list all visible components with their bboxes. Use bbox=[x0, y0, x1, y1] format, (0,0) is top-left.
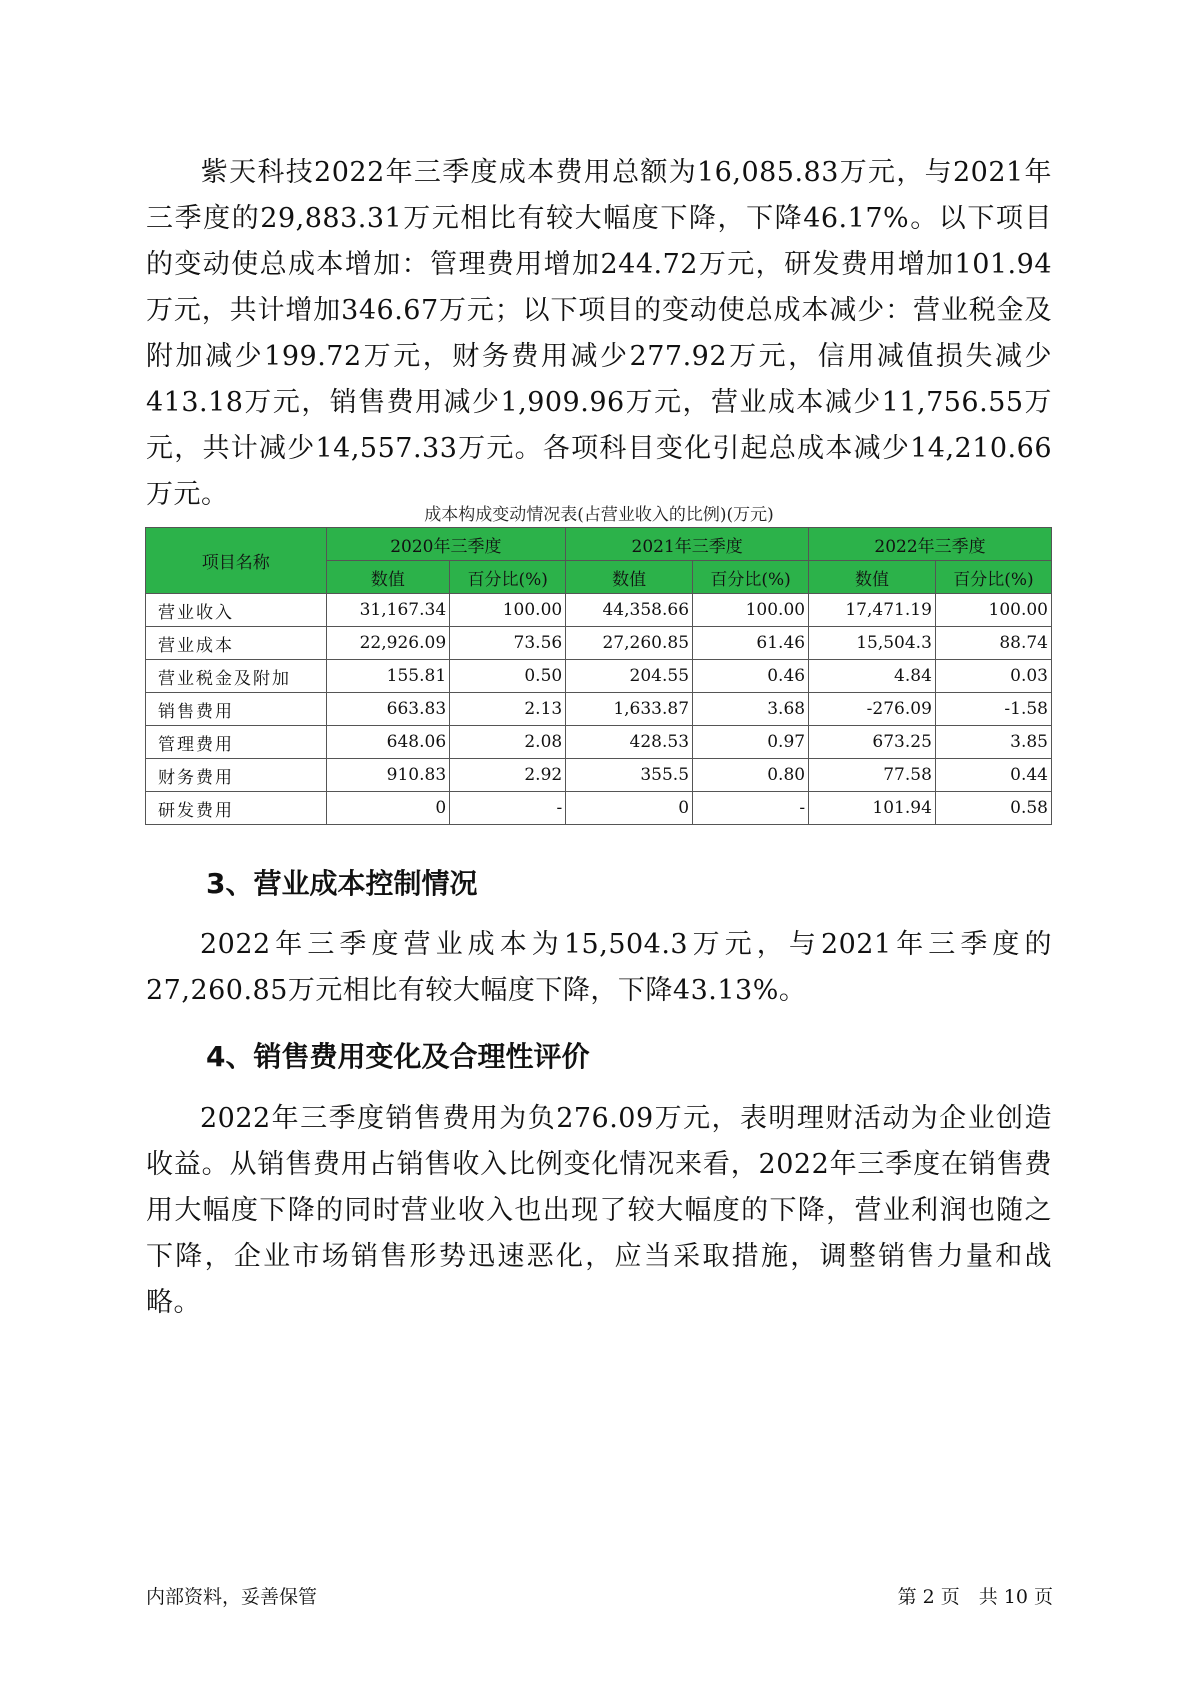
row-item-name: 营业收入 bbox=[146, 594, 327, 627]
table-row bbox=[146, 594, 1052, 627]
cell-percent: 0.58 bbox=[935, 792, 1051, 825]
cell-percent: 3.68 bbox=[693, 693, 809, 726]
header-period: 2020年三季度 bbox=[326, 528, 566, 561]
cell-percent: 100.00 bbox=[693, 594, 809, 627]
cell-percent: 0.44 bbox=[935, 759, 1051, 792]
cell-percent: 0.50 bbox=[450, 660, 566, 693]
cell-value: 0 bbox=[326, 792, 450, 825]
header-value: 数值 bbox=[566, 561, 693, 594]
table-row bbox=[146, 660, 1052, 693]
cell-percent: -1.58 bbox=[935, 693, 1051, 726]
footer-confidential-note: 内部资料，妥善保管 bbox=[146, 1586, 318, 1608]
cell-value: 1,633.87 bbox=[566, 693, 693, 726]
cell-percent: 2.92 bbox=[450, 759, 566, 792]
row-item-name: 研发费用 bbox=[146, 792, 327, 825]
paragraph-total-cost-text: 紫天科技2022年三季度成本费用总额为16,085.83万元，与2021年三季度的29,883.31万元相比有较大幅度下降，下降46.17%。以下项目的变动使总成本增加：管理费用增加244.72万元，研发费用增加101.94万元，共计增加346.67万元；以下项目的变动使总成本减少：营业税金及附加减少199.72万元，财务费用减少277.92万元，信用减值损失减少413.18万元，销售费用减少1,909.96万元，营业成本减少11,756.55万元，共计减少14,557.33万元。各项科目变化引起总成本减少14,210.66万元。 bbox=[146, 157, 1052, 510]
cell-percent: 100.00 bbox=[935, 594, 1051, 627]
cell-percent: 2.08 bbox=[450, 726, 566, 759]
cell-value: 155.81 bbox=[326, 660, 450, 693]
row-item-name: 销售费用 bbox=[146, 693, 327, 726]
paragraph-sales-expense-text: 2022年三季度销售费用为负276.09万元，表明理财活动为企业创造收益。从销售费用占销售收入比例变化情况来看，2022年三季度在销售费用大幅度下降的同时营业收入也出现了较大幅度的下降，营业利润也随之下降，企业市场销售形势迅速恶化，应当采取措施，调整销售力量和战略。 bbox=[146, 1103, 1052, 1318]
row-item-name: 营业税金及附加 bbox=[146, 660, 327, 693]
cell-percent: 0.46 bbox=[693, 660, 809, 693]
cell-percent: 0.97 bbox=[693, 726, 809, 759]
cell-value: 17,471.19 bbox=[809, 594, 936, 627]
table-row bbox=[146, 627, 1052, 660]
cell-value: 204.55 bbox=[566, 660, 693, 693]
paragraph-operating-cost bbox=[146, 922, 1052, 1014]
cell-percent: 0.80 bbox=[693, 759, 809, 792]
cell-value: 663.83 bbox=[326, 693, 450, 726]
cell-value: 910.83 bbox=[326, 759, 450, 792]
cell-value: 648.06 bbox=[326, 726, 450, 759]
table-row bbox=[146, 693, 1052, 726]
cost-structure-table bbox=[145, 527, 1052, 825]
cell-value: 22,926.09 bbox=[326, 627, 450, 660]
cell-value: 673.25 bbox=[809, 726, 936, 759]
cell-percent: - bbox=[693, 792, 809, 825]
header-period: 2021年三季度 bbox=[566, 528, 809, 561]
cell-value: 31,167.34 bbox=[326, 594, 450, 627]
header-percent: 百分比(%) bbox=[693, 561, 809, 594]
table-header-row bbox=[146, 528, 1052, 561]
table-body bbox=[146, 594, 1052, 825]
section-heading-sales-expense: 4、销售费用变化及合理性评价 bbox=[206, 1040, 590, 1073]
cell-percent: 73.56 bbox=[450, 627, 566, 660]
table-row bbox=[146, 759, 1052, 792]
cell-percent: - bbox=[450, 792, 566, 825]
cell-value: 27,260.85 bbox=[566, 627, 693, 660]
header-period: 2022年三季度 bbox=[809, 528, 1052, 561]
cell-value: 77.58 bbox=[809, 759, 936, 792]
cell-percent: 61.46 bbox=[693, 627, 809, 660]
paragraph-total-cost bbox=[146, 150, 1052, 518]
cell-value: 4.84 bbox=[809, 660, 936, 693]
footer-page-number: 第 2 页 共 10 页 bbox=[897, 1586, 1053, 1608]
row-item-name: 财务费用 bbox=[146, 759, 327, 792]
cell-percent: 88.74 bbox=[935, 627, 1051, 660]
row-item-name: 营业成本 bbox=[146, 627, 327, 660]
header-percent: 百分比(%) bbox=[450, 561, 566, 594]
table-caption: 成本构成变动情况表(占营业收入的比例)(万元) bbox=[424, 505, 774, 525]
cell-value: 15,504.3 bbox=[809, 627, 936, 660]
cell-value: 355.5 bbox=[566, 759, 693, 792]
paragraph-operating-cost-text: 2022年三季度营业成本为15,504.3万元，与2021年三季度的27,260.85万元相比有较大幅度下降，下降43.13%。 bbox=[146, 929, 1052, 1006]
cell-value: -276.09 bbox=[809, 693, 936, 726]
cell-value: 44,358.66 bbox=[566, 594, 693, 627]
header-item-name: 项目名称 bbox=[146, 528, 327, 594]
row-item-name: 管理费用 bbox=[146, 726, 327, 759]
cell-value: 101.94 bbox=[809, 792, 936, 825]
cell-percent: 100.00 bbox=[450, 594, 566, 627]
header-percent: 百分比(%) bbox=[935, 561, 1051, 594]
paragraph-sales-expense bbox=[146, 1096, 1052, 1326]
cell-value: 428.53 bbox=[566, 726, 693, 759]
table-row bbox=[146, 726, 1052, 759]
section-heading-operating-cost: 3、营业成本控制情况 bbox=[206, 867, 478, 900]
table-row bbox=[146, 792, 1052, 825]
cell-value: 0 bbox=[566, 792, 693, 825]
header-value: 数值 bbox=[809, 561, 936, 594]
cell-percent: 3.85 bbox=[935, 726, 1051, 759]
header-value: 数值 bbox=[326, 561, 450, 594]
cell-percent: 0.03 bbox=[935, 660, 1051, 693]
cell-percent: 2.13 bbox=[450, 693, 566, 726]
